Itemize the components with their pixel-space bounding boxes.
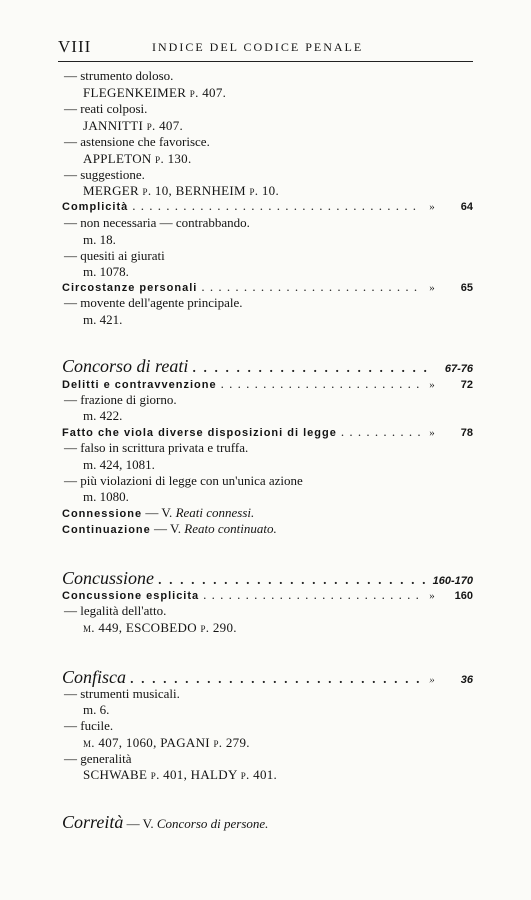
entry-page: 160: [454, 590, 473, 602]
citation: JANNITTI p. 407.: [83, 118, 184, 133]
subentry: — più violazioni di legge con un'unica azione: [64, 473, 303, 488]
entry-page: 72: [460, 379, 473, 391]
subentry: — strumenti musicali.: [64, 686, 180, 701]
subentry: — falso in scrittura privata e truffa.: [64, 440, 249, 455]
entry-label: Concussione esplicita: [62, 590, 200, 602]
citation: m. 6.: [83, 702, 110, 717]
citation: m. 1080.: [83, 489, 129, 504]
page-number: VIII: [58, 37, 92, 56]
leader-dots: [217, 376, 421, 392]
ditto-mark: »: [429, 674, 435, 686]
header-rule: [58, 61, 473, 62]
running-title: INDICE DEL CODICE PENALE: [152, 40, 364, 54]
entry-page: 78: [460, 427, 473, 439]
citation: m. 18.: [83, 232, 116, 247]
see-also: — V.: [145, 505, 173, 520]
entry-label: Circostanze personali: [62, 282, 198, 294]
index-entry-complicita: [62, 198, 473, 215]
citation: m. 421.: [83, 312, 123, 327]
cross-reference-connessione: [62, 505, 473, 522]
citation: APPLETON p. 130.: [83, 151, 192, 166]
citation: SCHWABE p. 401, HALDY p. 401.: [83, 767, 278, 782]
leader-dots: [197, 279, 421, 295]
subentry: — strumento doloso.: [64, 68, 174, 83]
citation: m. 1078.: [83, 264, 129, 279]
citation: m. 449, ESCOBEDO p. 290.: [83, 620, 237, 635]
subentry: — reati colposi.: [64, 101, 148, 116]
subentry: — frazione di giorno.: [64, 392, 177, 407]
entry-page: 64: [460, 201, 473, 213]
ditto-mark: »: [429, 282, 435, 294]
heading-page: 67-76: [444, 363, 473, 375]
entry-label: Delitti e contravvenzione: [62, 379, 217, 391]
leader-dots: [199, 587, 421, 603]
entry-label: Complicità: [62, 201, 129, 213]
ditto-mark: »: [429, 379, 435, 391]
subentry: — astensione che favorisce.: [64, 134, 210, 149]
ditto-mark: »: [429, 427, 435, 439]
leader-dots: [126, 666, 421, 688]
subentry: — movente dell'agente principale.: [64, 295, 243, 310]
heading-label: Concorso di reati: [62, 356, 189, 376]
entry-label: Continuazione: [62, 524, 151, 536]
ditto-mark: »: [429, 590, 435, 602]
subentry: — fucile.: [64, 718, 114, 733]
reference-target: Concorso di persone.: [156, 816, 269, 831]
index-entry-fatto: [62, 424, 473, 441]
leader-dots: [128, 198, 421, 214]
reference-target: Reato continuato.: [184, 521, 277, 536]
page-header: [58, 38, 473, 56]
citation: m. 407, 1060, PAGANI p. 279.: [83, 735, 250, 750]
entry-page: 65: [460, 282, 473, 294]
index-entry-concussione-esplicita: [62, 587, 473, 604]
leader-dots: [154, 567, 425, 589]
subentry: — legalità dell'atto.: [64, 603, 167, 618]
subentry: — quesiti ai giurati: [64, 248, 165, 263]
entry-label: Fatto che viola diverse disposizioni di legge: [62, 427, 337, 439]
see-also: — V.: [154, 521, 182, 536]
citation: m. 422.: [83, 408, 123, 423]
citation: FLEGENKEIMER p. 407.: [83, 85, 227, 100]
see-also: — V.: [126, 816, 154, 831]
cross-reference-continuazione: [62, 521, 473, 538]
heading-label: Concussione: [62, 568, 154, 588]
index-entry-circostanze: [62, 279, 473, 296]
heading-page: 36: [460, 674, 473, 686]
leader-dots: [337, 424, 421, 440]
subentry: — generalità: [64, 751, 132, 766]
subentry: — non necessaria — contrabbando.: [64, 215, 250, 230]
reference-target: Reati connessi.: [175, 505, 255, 520]
heading-page: 160-170: [432, 575, 473, 587]
ditto-mark: »: [429, 201, 435, 213]
leader-dots: [188, 355, 433, 377]
heading-correita: [62, 814, 473, 832]
heading-label: Confisca: [62, 667, 127, 687]
entry-label: Connessione: [62, 508, 143, 520]
subentry: — suggestione.: [64, 167, 145, 182]
index-entry-delitti: [62, 376, 473, 393]
citation: MERGER p. 10, BERNHEIM p. 10.: [83, 183, 280, 198]
heading-label: Correità: [62, 812, 124, 832]
citation: m. 424, 1081.: [83, 457, 155, 472]
